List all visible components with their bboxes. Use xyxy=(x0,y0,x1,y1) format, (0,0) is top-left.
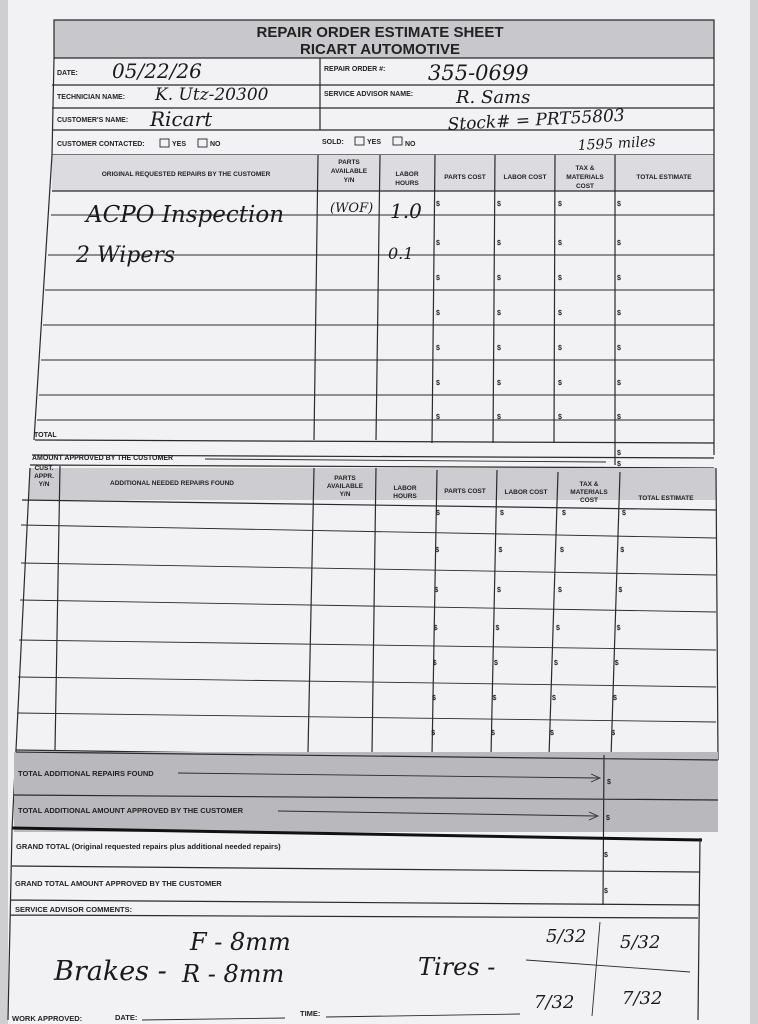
table2-dollar-r2-c4: $ xyxy=(620,547,625,554)
table1-dollar-r7-c3: $ xyxy=(558,414,562,421)
table1-dollar-r4-c3: $ xyxy=(558,310,562,317)
repair-order-label: REPAIR ORDER #: xyxy=(324,66,386,73)
table2-dollar-r1-c1: $ xyxy=(436,510,440,517)
table2-col-parts-available: PARTS AVAILABLE Y/N xyxy=(326,475,364,498)
table1-col-labor-cost: LABOR COST xyxy=(503,174,547,181)
service-advisor-value[interactable]: R. Sams xyxy=(456,87,531,108)
table2-dollar-r4-c3: $ xyxy=(556,625,560,632)
footer-date-label: DATE: xyxy=(115,1013,138,1022)
table1-dollar-r6-c3: $ xyxy=(558,380,562,387)
comment-tire-front-right[interactable]: 5/32 xyxy=(620,932,661,953)
sold-label: SOLD: xyxy=(322,139,344,146)
stock-number: Stock# = PRT55803 xyxy=(447,105,626,135)
table1-dollar-r4-c4: $ xyxy=(617,310,621,317)
table1-dollar-r6-c4: $ xyxy=(617,380,621,387)
table1-row1-repair[interactable]: ACPO Inspection xyxy=(86,202,285,228)
table2-dollar-r5-c2: $ xyxy=(494,660,498,667)
table2-col-cust-appr: CUST. APPR. Y/N xyxy=(34,465,54,488)
advisor-comments-label: SERVICE ADVISOR COMMENTS: xyxy=(15,905,133,914)
footer-time-line[interactable] xyxy=(326,1014,520,1017)
table2-dollar-r7-c1: $ xyxy=(431,730,436,737)
table2-dollar-r2-c3: $ xyxy=(560,547,564,554)
table1-row1-hours[interactable]: 1.0 xyxy=(390,199,422,223)
table1-dollar-r1-c1: $ xyxy=(436,201,440,208)
table1-col-labor-hours: LABOR HOURS xyxy=(395,171,419,187)
form-title: REPAIR ORDER ESTIMATE SHEET xyxy=(256,24,504,41)
table2-dollar-r4-c2: $ xyxy=(495,625,500,632)
table1-dollar-r6-c2: $ xyxy=(497,380,501,387)
table1-dollar-r5-c3: $ xyxy=(558,345,562,352)
total-additional-dollar: $ xyxy=(607,779,611,786)
table2-col-labor-hours: LABOR HOURS xyxy=(393,485,417,500)
total-dollar-1: $ xyxy=(617,450,621,457)
table1-dollar-signs xyxy=(436,201,621,421)
date-value[interactable]: 05/22/26 xyxy=(112,59,202,83)
table1-dollar-r6-c1: $ xyxy=(436,380,440,387)
service-advisor-label: SERVICE ADVISOR NAME: xyxy=(324,91,414,98)
table2-dollar-r7-c3: $ xyxy=(550,730,554,737)
repair-order-value[interactable]: 355-0699 xyxy=(428,61,529,85)
total-dollar-2: $ xyxy=(617,461,621,468)
table1-dollar-r1-c2: $ xyxy=(497,201,501,208)
grand-total-approved-label: GRAND TOTAL AMOUNT APPROVED BY THE CUSTOMER xyxy=(15,879,222,888)
total-additional-approved-label: TOTAL ADDITIONAL AMOUNT APPROVED BY THE CUSTOMER xyxy=(18,806,244,815)
table1-row2-repair[interactable]: 2 Wipers xyxy=(76,243,176,268)
table1-dollar-r3-c4: $ xyxy=(617,275,621,282)
table1-dollar-r3-c2: $ xyxy=(497,275,501,282)
table1-dollar-r4-c2: $ xyxy=(497,310,501,317)
table2-dollar-r6-c1: $ xyxy=(432,695,436,702)
table1-dollar-r4-c1: $ xyxy=(436,310,440,317)
grand-total-dollar: $ xyxy=(604,852,608,859)
contacted-no-checkbox[interactable] xyxy=(198,139,207,147)
table1-dollar-r5-c2: $ xyxy=(497,345,501,352)
sold-no-label: NO xyxy=(405,141,416,148)
table2-col-labor-cost: LABOR COST xyxy=(504,489,548,496)
technician-label: TECHNICIAN NAME: xyxy=(57,94,126,101)
table2-dollar-r6-c4: $ xyxy=(613,695,617,702)
table2-dollar-r5-c3: $ xyxy=(554,660,558,667)
customer-name-value[interactable]: Ricart xyxy=(150,107,213,131)
table1-dollar-r2-c3: $ xyxy=(558,240,562,247)
table1-dollar-r5-c1: $ xyxy=(436,345,440,352)
contacted-yes-checkbox[interactable] xyxy=(160,139,169,147)
table2-dollar-r4-c4: $ xyxy=(616,625,621,632)
contacted-yes-label: YES xyxy=(172,141,187,148)
table2-dollar-r5-c1: $ xyxy=(432,660,437,667)
table1-col-tax: TAX & MATERIALS COST xyxy=(566,165,604,190)
totals-shaded-band xyxy=(14,752,718,832)
table2-col-parts-cost: PARTS COST xyxy=(444,488,486,495)
table2-dollar-r2-c2: $ xyxy=(498,547,503,554)
customer-contacted-label: CUSTOMER CONTACTED: xyxy=(57,141,145,148)
date-label: DATE: xyxy=(57,70,78,77)
table2-dollar-r3-c3: $ xyxy=(558,587,562,594)
table2-dollar-r3-c1: $ xyxy=(434,587,439,594)
total-additional-label: TOTAL ADDITIONAL REPAIRS FOUND xyxy=(18,769,154,778)
table2-dollar-r1-c3: $ xyxy=(562,510,566,517)
table2-dollar-r3-c2: $ xyxy=(497,587,501,594)
table2-dollar-r6-c2: $ xyxy=(492,695,497,702)
table1-dollar-r7-c1: $ xyxy=(436,414,440,421)
table2-dollar-r5-c4: $ xyxy=(614,660,619,667)
total-additional-approved-dollar: $ xyxy=(606,815,610,822)
customer-name-label: CUSTOMER'S NAME: xyxy=(57,117,129,124)
table2-dollar-r2-c1: $ xyxy=(435,547,440,554)
company-name: RICART AUTOMOTIVE xyxy=(300,41,460,58)
table1-dollar-r7-c2: $ xyxy=(497,414,501,421)
table1-total-label: TOTAL xyxy=(34,432,57,439)
table2-dollar-r7-c2: $ xyxy=(491,730,495,737)
table1-dollar-r3-c1: $ xyxy=(436,275,440,282)
table1-row2-hours[interactable]: 0.1 xyxy=(388,244,414,263)
amount-approved-arrow xyxy=(205,459,606,462)
table2-col-tax: TAX & MATERIALS COST xyxy=(570,481,608,504)
comment-brakes[interactable]: Brakes - xyxy=(54,956,167,987)
amount-approved-label: AMOUNT APPROVED BY THE CUSTOMER xyxy=(32,455,174,462)
grand-total-approved-dollar: $ xyxy=(604,888,608,895)
table1-dollar-r5-c4: $ xyxy=(617,345,621,352)
footer-time-label: TIME: xyxy=(300,1009,321,1018)
table2-dollar-r1-c4: $ xyxy=(622,510,626,517)
table2-dollar-signs xyxy=(431,510,626,737)
table1-col-parts-available: PARTS AVAILABLE Y/N xyxy=(330,159,368,184)
table1-dollar-r2-c1: $ xyxy=(436,240,440,247)
table1-row1-parts[interactable]: (WOF) xyxy=(330,201,374,216)
table2-col-repairs: ADDITIONAL NEEDED REPAIRS FOUND xyxy=(110,480,234,487)
table1-dollar-r7-c4: $ xyxy=(617,414,621,421)
comment-tire-rear-right[interactable]: 7/32 xyxy=(622,988,663,1009)
table1-dollar-r1-c3: $ xyxy=(558,201,562,208)
sold-yes-checkbox[interactable] xyxy=(355,137,364,145)
table1-col-total-estimate: TOTAL ESTIMATE xyxy=(636,174,692,181)
grand-total-label: GRAND TOTAL (Original requested repairs plus additional needed repairs) xyxy=(16,842,281,851)
table1-col-parts-cost: PARTS COST xyxy=(444,174,486,181)
table1-dollar-r1-c4: $ xyxy=(617,201,621,208)
work-approved-label: WORK APPROVED: xyxy=(12,1014,83,1023)
sold-yes-label: YES xyxy=(367,139,382,146)
sold-no-checkbox[interactable] xyxy=(393,137,402,145)
table1-dollar-r3-c3: $ xyxy=(558,275,562,282)
table2-dollar-r1-c2: $ xyxy=(500,510,504,517)
comment-brakes-rear[interactable]: R - 8mm xyxy=(182,960,285,988)
table2-dollar-r7-c4: $ xyxy=(611,730,616,737)
tire-divider-vertical xyxy=(592,922,600,1016)
table1-dollar-r2-c4: $ xyxy=(617,240,621,247)
comment-brakes-front[interactable]: F - 8mm xyxy=(190,928,291,956)
comment-tires[interactable]: Tires - xyxy=(418,953,496,981)
table2-col-total-estimate: TOTAL ESTIMATE xyxy=(638,495,694,502)
comment-tire-rear-left[interactable]: 7/32 xyxy=(534,992,575,1013)
footer-date-line[interactable] xyxy=(142,1018,285,1020)
comment-tire-front-left[interactable]: 5/32 xyxy=(546,926,587,947)
mileage-note: 1595 miles xyxy=(577,133,656,154)
technician-value[interactable]: K. Utz-20300 xyxy=(155,85,269,105)
table2-dollar-r6-c3: $ xyxy=(552,695,556,702)
table1-dollar-r2-c2: $ xyxy=(497,240,501,247)
tire-divider-horizontal xyxy=(526,960,690,972)
table2-dollar-r4-c1: $ xyxy=(433,625,438,632)
contacted-no-label: NO xyxy=(210,141,221,148)
table1-col-repairs: ORIGINAL REQUESTED REPAIRS BY THE CUSTOMER xyxy=(101,171,271,178)
table2-dollar-r3-c4: $ xyxy=(618,587,623,594)
